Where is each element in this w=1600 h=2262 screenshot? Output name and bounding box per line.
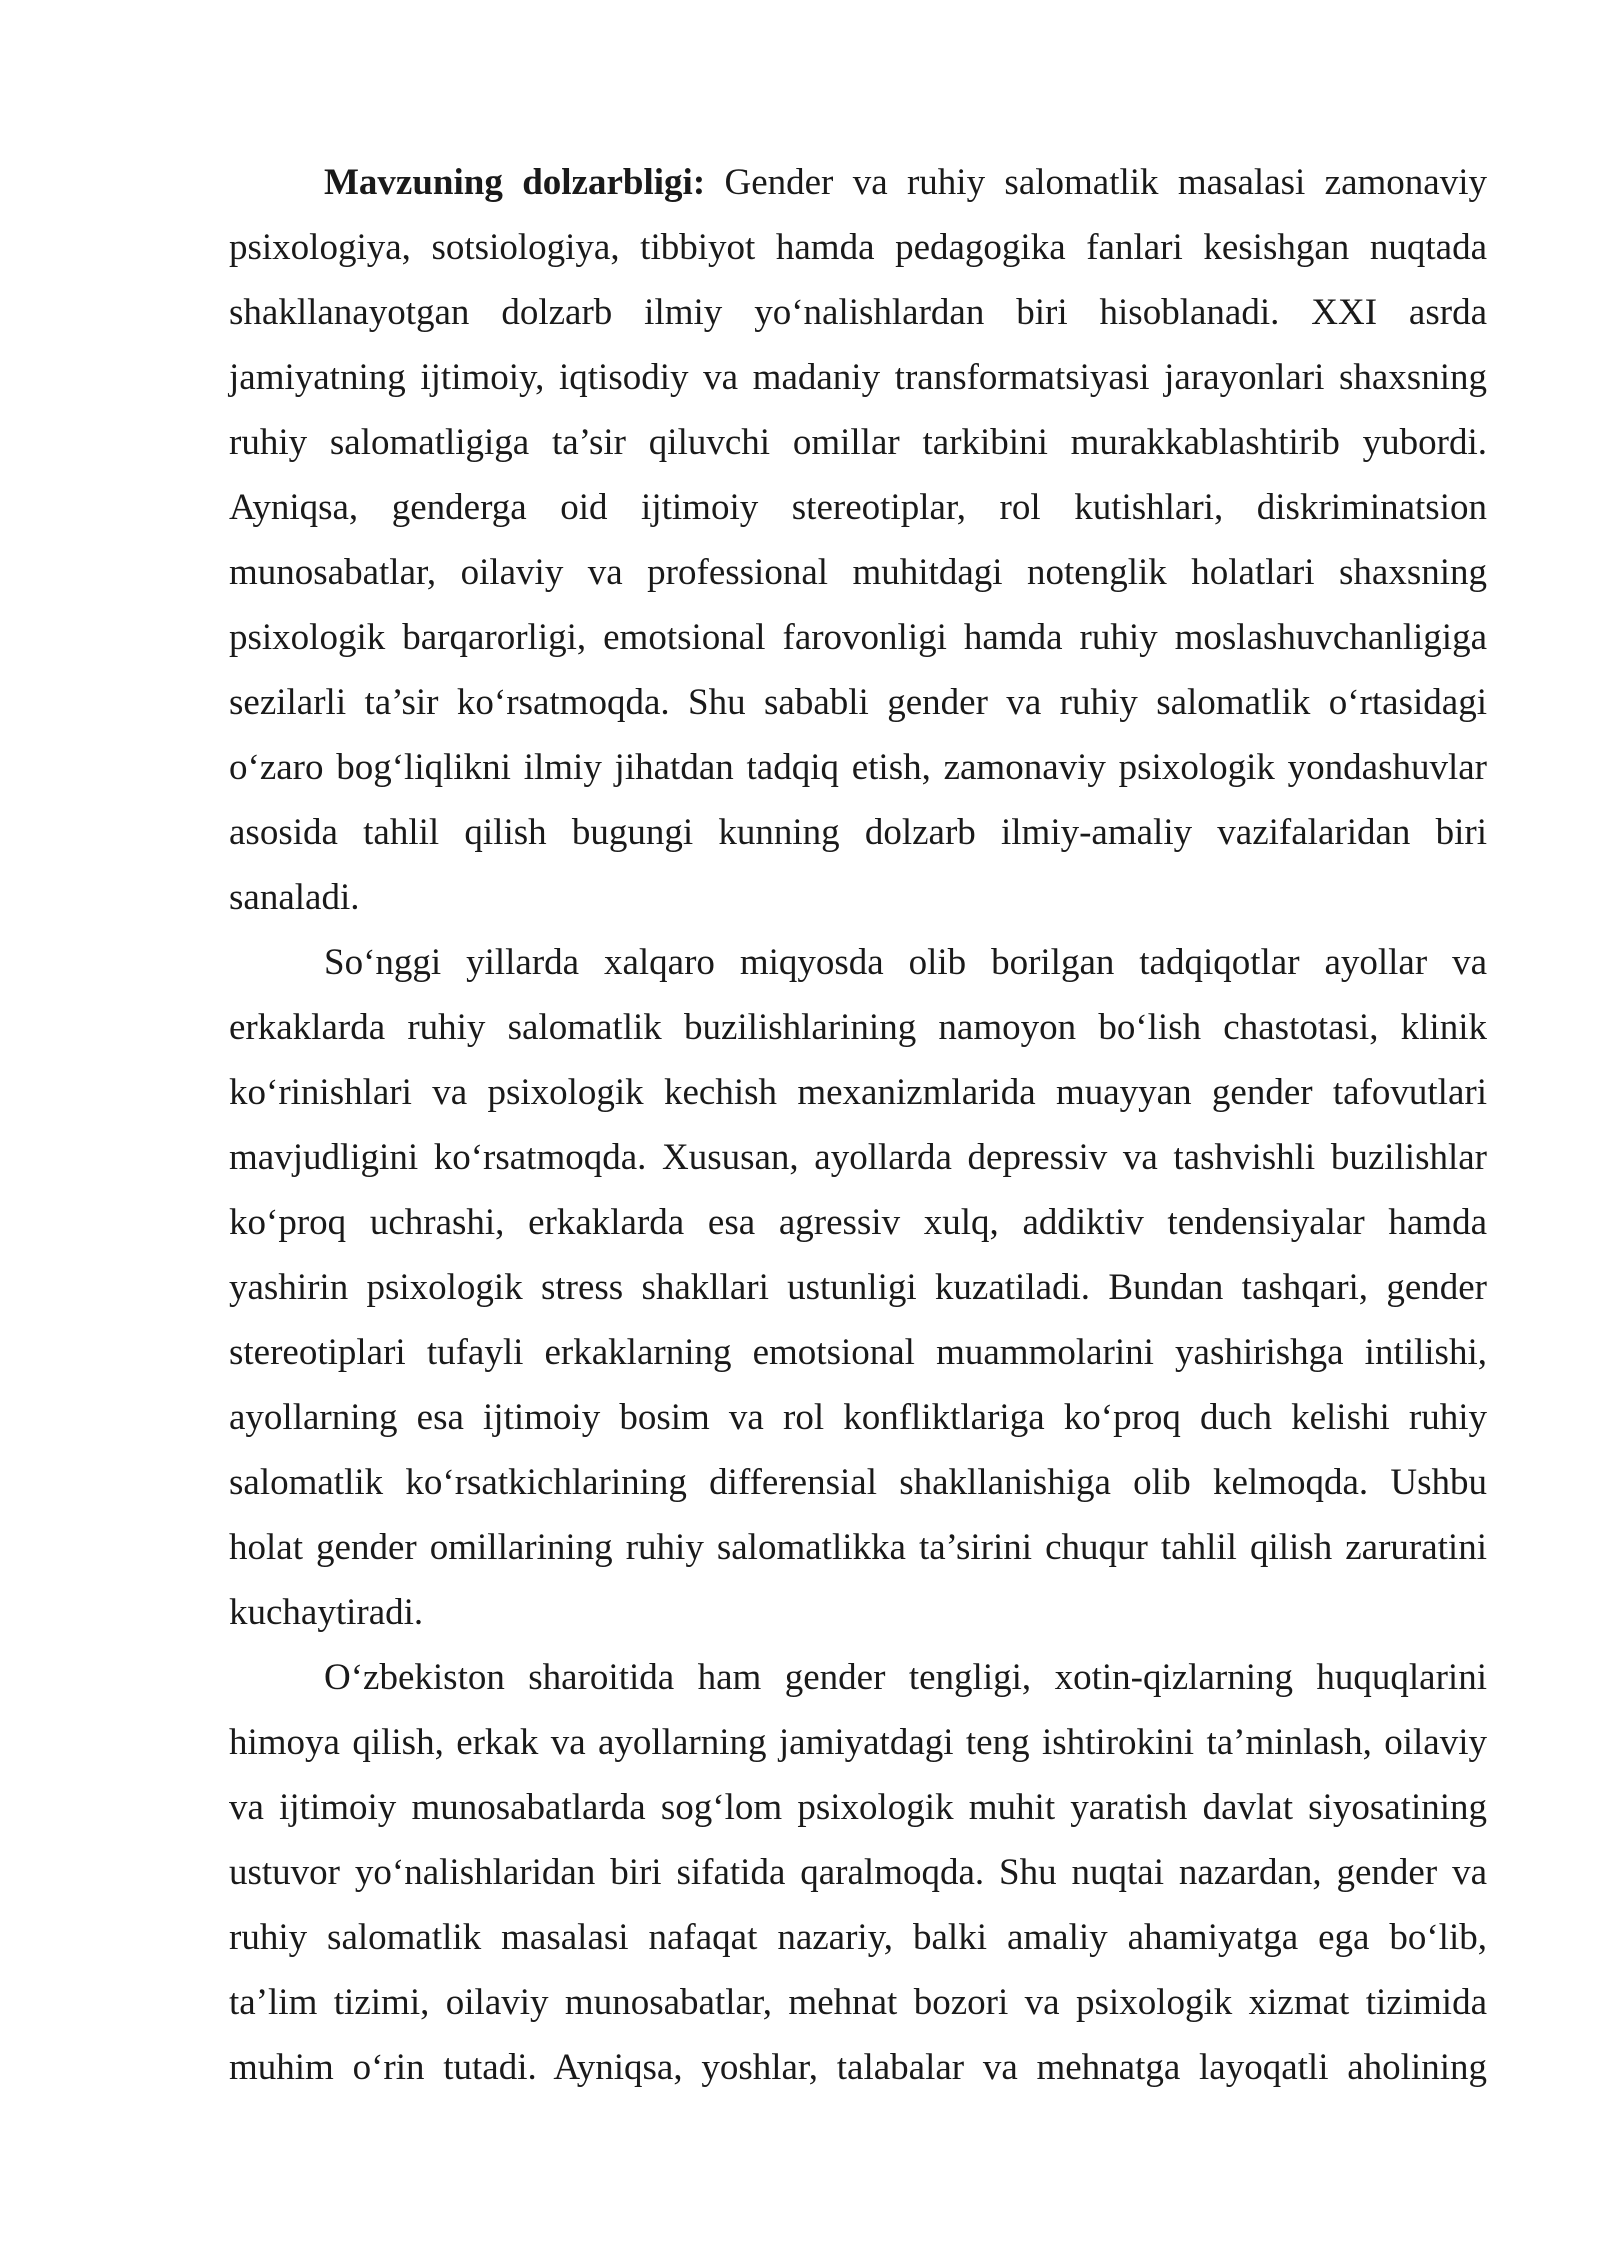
section-heading: Mavzuning dolzarbligi: bbox=[324, 162, 706, 203]
paragraph-text: Gender va ruhiy salomatlik masalasi zamonaviy psixologiya, sotsiologiya, tibbiyot hamda pedagogika fanlari kesishgan nuqtada shakllanayotgan dolzarb ilmiy yo‘nalishlardan biri hisoblanadi. XXI asrda jamiyatning ijtimoiy, iqtisodiy va madaniy transformatsiyasi jarayonlari shaxsning ruhiy salomatligiga ta’sir qiluvchi omillar tarkibini murakkablashtirib yubordi. Ayniqsa, genderga oid ijtimoiy stereotiplar, rol kutishlari, diskriminatsion munosabatlar, oilaviy va professional muhitdagi notenglik holatlari shaxsning psixologik barqarorligi, emotsional farovonligi hamda ruhiy moslashuvchanligiga sezilarli ta’sir ko‘rsatmoqda. Shu sababli gender va ruhiy salomatlik o‘rtasidagi o‘zaro bog‘liqlikni ilmiy jihatdan tadqiq etish, zamonaviy psixologik yondashuvlar asosida tahlil qilish bugungi kunning dolzarb ilmiy-amaliy vazifalaridan biri sanaladi. bbox=[229, 162, 1487, 918]
paragraph-relevance bbox=[229, 150, 1487, 930]
paragraph-text: So‘nggi yillarda xalqaro miqyosda olib borilgan tadqiqotlar ayollar va erkaklarda ruhiy salomatlik buzilishlarining namoyon bo‘lish chastotasi, klinik ko‘rinishlari va psixologik kechish mexanizmlarida muayyan gender tafovutlari mavjudligini ko‘rsatmoqda. Xususan, ayollarda depressiv va tashvishli buzilishlar ko‘proq uchrashi, erkaklarda esa agressiv xulq, addiktiv tendensiyalar hamda yashirin psixologik stress shakllari ustunligi kuzatiladi. Bundan tashqari, gender stereotiplari tufayli erkaklarning emotsional muammolarini yashirishga intilishi, ayollarning esa ijtimoiy bosim va rol konfliktlariga ko‘proq duch kelishi ruhiy salomatlik ko‘rsatkichlarining differensial shakllanishiga olib kelmoqda. Ushbu holat gender omillarining ruhiy salomatlikka ta’sirini chuqur tahlil qilish zaruratini kuchaytiradi. bbox=[229, 942, 1487, 1633]
paragraph-text: O‘zbekiston sharoitida ham gender tengligi, xotin-qizlarning huquqlarini himoya qilish, erkak va ayollarning jamiyatdagi teng ishtirokini ta’minlash, oilaviy va ijtimoiy munosabatlarda sog‘lom psixologik muhit yaratish davlat siyosatining ustuvor yo‘nalishlaridan biri sifatida qaralmoqda. Shu nuqtai nazardan, gender va ruhiy salomatlik masalasi nafaqat nazariy, balki amaliy ahamiyatga ega bo‘lib, ta’lim tizimi, oilaviy munosabatlar, mehnat bozori va psixologik xizmat tizimida muhim o‘rin tutadi. Ayniqsa, yoshlar, talabalar va mehnatga layoqatli aholining bbox=[229, 1657, 1487, 2088]
paragraph-uzbekistan-context bbox=[229, 1645, 1487, 2100]
paragraph-international-research bbox=[229, 930, 1487, 1645]
document-page bbox=[229, 150, 1487, 2100]
